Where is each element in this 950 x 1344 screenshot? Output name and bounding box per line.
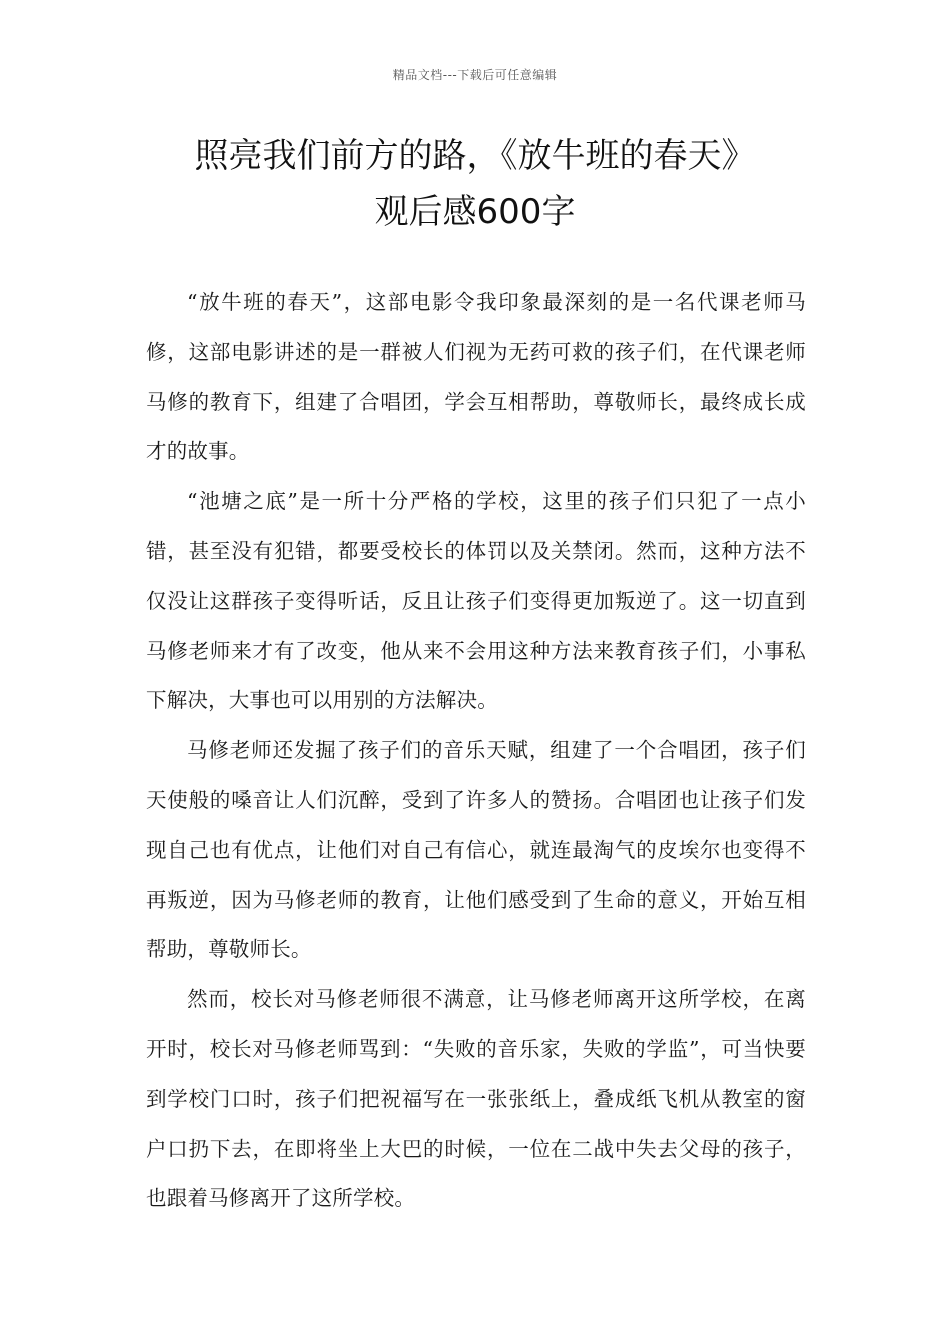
paragraph-3: 马修老师还发掘了孩子们的音乐天赋，组建了一个合唱团，孩子们天使般的嗓音让人们沉醉，受到了许多人的赞扬。合唱团也让孩子们发现自己也有优点，让他们对自己有信心，就连最淘气的皮埃尔也变得不再叛逆，因为马修老师的教育，让他们感受到了生命的意义，开始互相帮助，尊敬师长。	[146, 738, 806, 962]
document-body	[146, 278, 806, 1224]
page-header: 精品文档---下载后可任意编辑	[392, 68, 558, 82]
title-line-2: 观后感600字	[374, 192, 576, 232]
document-title	[90, 128, 860, 240]
paragraph-1: “放牛班的春天”，这部电影令我印象最深刻的是一名代课老师马修，这部电影讲述的是一群被人们视为无药可救的孩子们，在代课老师马修的教育下，组建了合唱团，学会互相帮助，尊敬师长，最终成长成才的故事。	[146, 290, 806, 464]
paragraph-2: “池塘之底”是一所十分严格的学校，这里的孩子们只犯了一点小错，甚至没有犯错，都要受校长的体罚以及关禁闭。然而，这种方法不仅没让这群孩子变得听话，反且让孩子们变得更加叛逆了。这一切直到马修老师来才有了改变，他从来不会用这种方法来教育孩子们，小事私下解决，大事也可以用别的方法解决。	[146, 489, 806, 713]
paragraph-4: 然而，校长对马修老师很不满意，让马修老师离开这所学校，在离开时，校长对马修老师骂到：“失败的音乐家，失败的学监”，可当快要到学校门口时，孩子们把祝福写在一张张纸上，叠成纸飞机从教室的窗户口扔下去，在即将坐上大巴的时候，一位在二战中失去父母的孩子，也跟着马修离开了这所学校。	[146, 987, 806, 1211]
title-line-1: 照亮我们前方的路，《放牛班的春天》	[194, 136, 756, 176]
